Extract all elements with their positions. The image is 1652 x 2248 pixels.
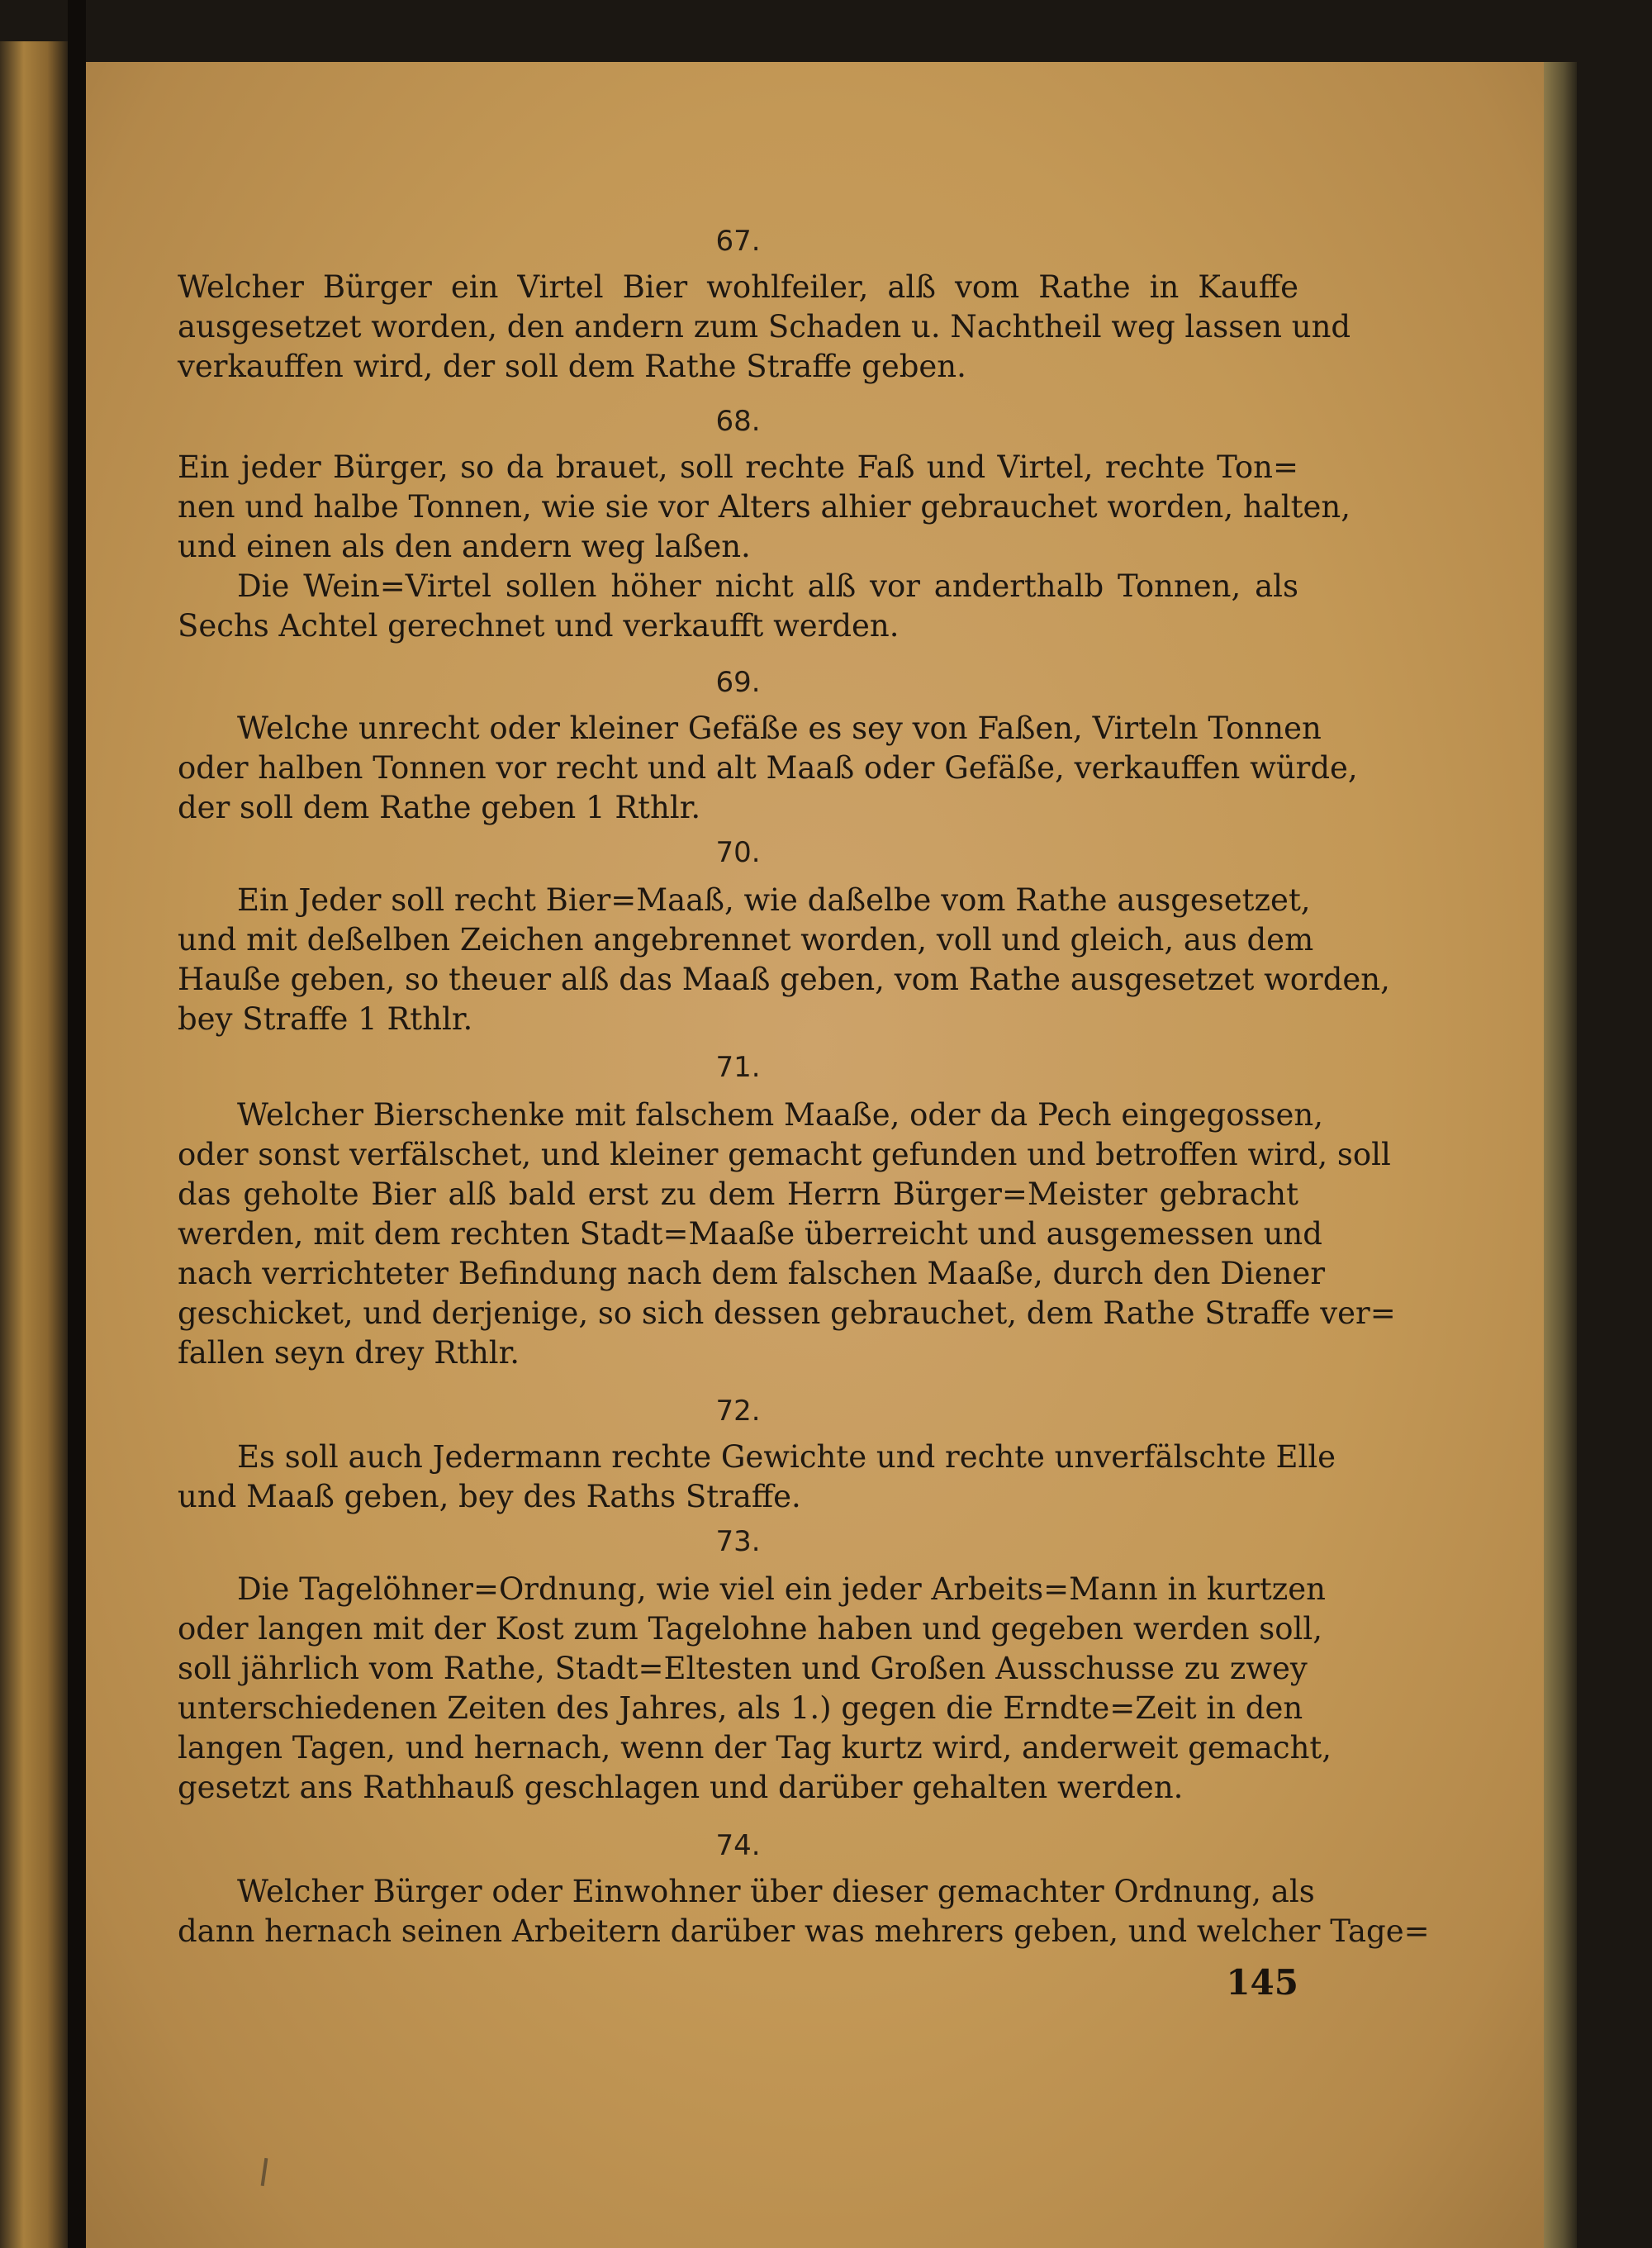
text-line: Die Tagelöhner=Ordnung, wie viel ein jeder Arbeits=Mann in kurtzen xyxy=(237,1571,1326,1607)
text-line: unterschiedenen Zeiten des Jahres, als 1.) gegen die Erndte=Zeit in den xyxy=(178,1690,1303,1726)
section-71-text xyxy=(178,1095,1396,1373)
section-number-74: 74. xyxy=(715,1829,761,1862)
text-line: ausgesetzet worden, den andern zum Schaden u. Nachtheil weg lassen und xyxy=(178,309,1351,345)
text-line: Welcher Bürger oder Einwohner über dieser gemachter Ordnung, als xyxy=(237,1874,1315,1909)
text-line: der soll dem Rathe geben 1 Rthlr. xyxy=(178,790,701,825)
text-line: soll jährlich vom Rathe, Stadt=Eltesten und Großen Ausschusse zu zwey xyxy=(178,1651,1308,1686)
section-70-text xyxy=(178,881,1390,1039)
text-line: dann hernach seinen Arbeitern darüber was mehrers geben, und welcher Tage= xyxy=(178,1913,1430,1949)
section-number-72: 72. xyxy=(715,1395,761,1428)
text-line: werden, mit dem rechten Stadt=Maaße überreicht und ausgemessen und xyxy=(178,1216,1322,1252)
page-number: 145 xyxy=(1226,1962,1298,2003)
text-line: fallen seyn drey Rthlr. xyxy=(178,1335,520,1371)
section-73-text xyxy=(178,1570,1332,1808)
text-line: Welcher Bierschenke mit falschem Maaße, oder da Pech eingegossen, xyxy=(237,1097,1323,1133)
section-number-70: 70. xyxy=(715,836,761,869)
text-line: Ein jeder Bürger, so da brauet, soll rechte Faß und Virtel, rechte Ton= xyxy=(178,449,1298,485)
section-68-text xyxy=(178,448,1351,646)
text-line: und einen als den andern weg laßen. xyxy=(178,529,751,564)
section-number-73: 73. xyxy=(715,1525,761,1558)
section-72-text xyxy=(178,1438,1336,1517)
text-line: langen Tagen, und hernach, wenn der Tag kurtz wird, anderweit gemacht, xyxy=(178,1730,1332,1766)
text-line: Es soll auch Jedermann rechte Gewichte und rechte unverfälschte Elle xyxy=(237,1439,1336,1475)
section-number-67: 67. xyxy=(715,225,761,258)
section-74-text xyxy=(178,1872,1430,1951)
text-line: Welche unrecht oder kleiner Gefäße es sey von Faßen, Virteln Tonnen xyxy=(237,711,1322,746)
text-line: Sechs Achtel gerechnet und verkaufft werden. xyxy=(178,608,900,644)
text-line: und mit deßelben Zeichen angebrennet worden, voll und gleich, aus dem xyxy=(178,922,1314,958)
text-line: bey Straffe 1 Rthlr. xyxy=(178,1001,473,1037)
section-number-71: 71. xyxy=(715,1051,761,1084)
text-line: oder halben Tonnen vor recht und alt Maaß oder Gefäße, verkauffen würde, xyxy=(178,750,1358,786)
page-edge xyxy=(1544,62,1577,2248)
previous-page-edge xyxy=(0,41,68,2248)
text-line: das geholte Bier alß bald erst zu dem Herrn Bürger=Meister gebracht xyxy=(178,1176,1298,1212)
text-line: Welcher Bürger ein Virtel Bier wohlfeiler, alß vom Rathe in Kauffe xyxy=(178,269,1298,305)
section-69-text xyxy=(178,709,1358,828)
section-number-69: 69. xyxy=(715,666,761,699)
text-line: und Maaß geben, bey des Raths Straffe. xyxy=(178,1479,801,1514)
section-67-text xyxy=(178,268,1351,387)
text-line: Die Wein=Virtel sollen höher nicht alß vor anderthalb Tonnen, als xyxy=(237,568,1298,604)
text-line: Ein Jeder soll recht Bier=Maaß, wie daßelbe vom Rathe ausgesetzet, xyxy=(237,882,1311,918)
text-line: Hauße geben, so theuer alß das Maaß geben, vom Rathe ausgesetzet worden, xyxy=(178,962,1390,997)
text-line: gesetzt ans Rathhauß geschlagen und darüber gehalten werden. xyxy=(178,1770,1184,1805)
text-line: oder sonst verfälschet, und kleiner gemacht gefunden und betroffen wird, soll xyxy=(178,1137,1391,1172)
section-number-68: 68. xyxy=(715,405,761,438)
text-line: oder langen mit der Kost zum Tagelohne haben und gegeben werden soll, xyxy=(178,1611,1322,1647)
text-line: nen und halbe Tonnen, wie sie vor Alters alhier gebrauchet worden, halten, xyxy=(178,489,1351,525)
text-line: verkauffen wird, der soll dem Rathe Straffe geben. xyxy=(178,349,966,384)
book-gutter xyxy=(68,0,86,2248)
text-line: nach verrichteter Befindung nach dem falschen Maaße, durch den Diener xyxy=(178,1256,1325,1291)
text-line: geschicket, und derjenige, so sich dessen gebrauchet, dem Rathe Straffe ver= xyxy=(178,1295,1396,1331)
